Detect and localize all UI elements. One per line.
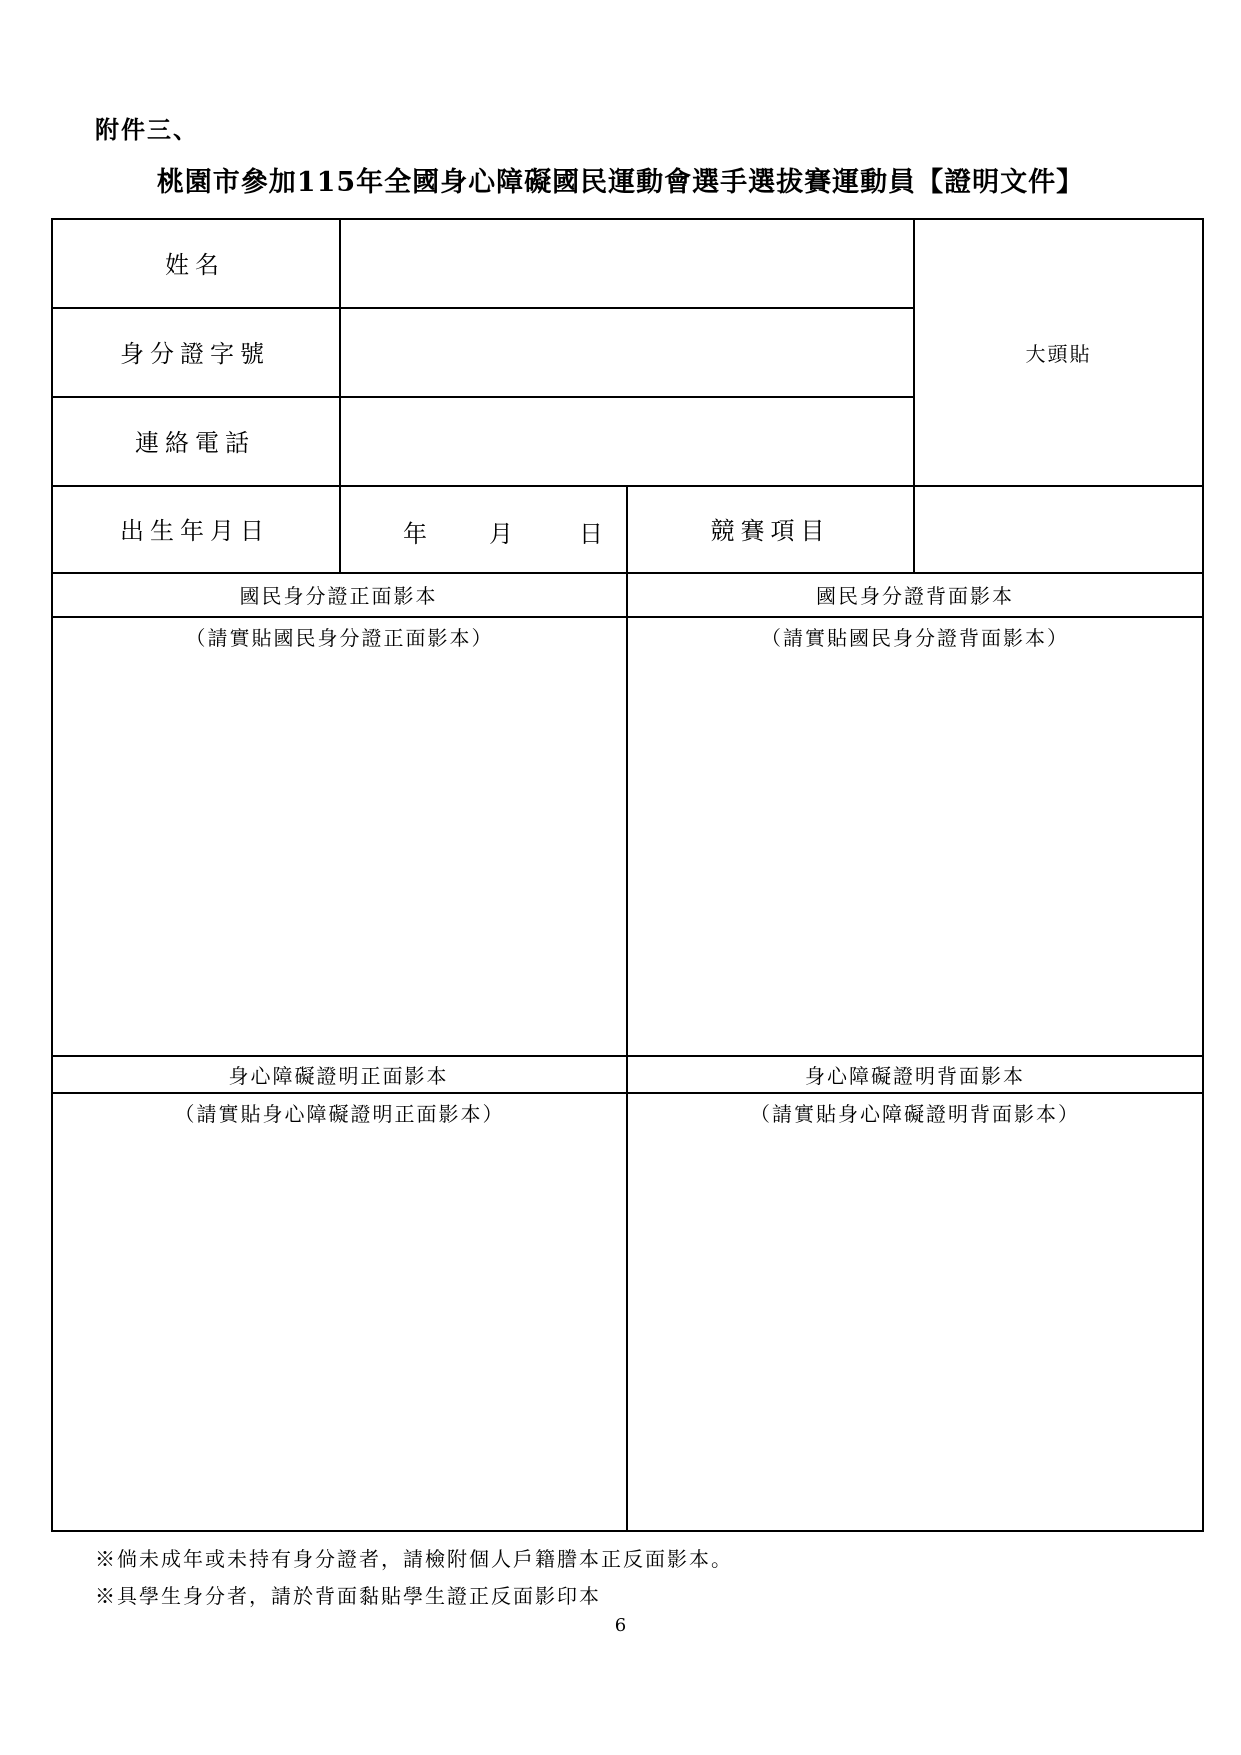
disability-front-hint: （請實貼身心障礙證明正面影本） xyxy=(174,1102,505,1126)
birth-date-label: 出生年月日 xyxy=(120,517,270,545)
disability-back-paste-area[interactable] xyxy=(628,1094,1202,1530)
document-title: 桃園市參加115年全國身心障礙國民運動會選手選拔賽運動員【證明文件】 xyxy=(156,167,1085,198)
note-minor: ※倘未成年或未持有身分證者，請檢附個人戶籍謄本正反面影本。 xyxy=(95,1547,733,1571)
id-back-label: 國民身分證背面影本 xyxy=(816,584,1014,608)
event-label: 競賽項目 xyxy=(710,517,831,545)
disability-front-paste-area[interactable] xyxy=(53,1094,626,1530)
attachment-label: 附件三、 xyxy=(95,115,199,144)
birth-year-unit: 年 xyxy=(403,520,427,548)
disability-back-label: 身心障礙證明背面影本 xyxy=(805,1063,1025,1088)
page-number: 6 xyxy=(614,1615,627,1636)
id-front-label: 國民身分證正面影本 xyxy=(239,584,438,608)
id-number-field[interactable] xyxy=(341,309,913,396)
id-number-label: 身分證字號 xyxy=(120,340,270,368)
note-student: ※具學生身分者，請於背面黏貼學生證正反面影印本 xyxy=(95,1584,601,1608)
phone-field[interactable] xyxy=(341,398,913,485)
id-front-paste-area[interactable] xyxy=(53,618,626,1055)
table-line xyxy=(1202,218,1204,1531)
name-label: 姓名 xyxy=(165,251,225,279)
table-line xyxy=(51,1530,1204,1532)
id-front-hint: （請實貼國民身分證正面影本） xyxy=(185,626,494,650)
id-back-hint: （請實貼國民身分證背面影本） xyxy=(761,626,1069,650)
photo-placeholder[interactable]: 大頭貼 xyxy=(1025,342,1092,366)
phone-label: 連絡電話 xyxy=(135,429,255,457)
disability-front-label: 身心障礙證明正面影本 xyxy=(228,1063,449,1088)
disability-back-hint: （請實貼身心障礙證明背面影本） xyxy=(750,1102,1080,1126)
event-field[interactable] xyxy=(915,487,1202,572)
birth-date-field[interactable] xyxy=(341,487,626,572)
id-back-paste-area[interactable] xyxy=(628,618,1202,1055)
birth-day-unit: 日 xyxy=(579,520,603,548)
name-field[interactable] xyxy=(341,220,913,307)
birth-month-unit: 月 xyxy=(489,520,513,548)
